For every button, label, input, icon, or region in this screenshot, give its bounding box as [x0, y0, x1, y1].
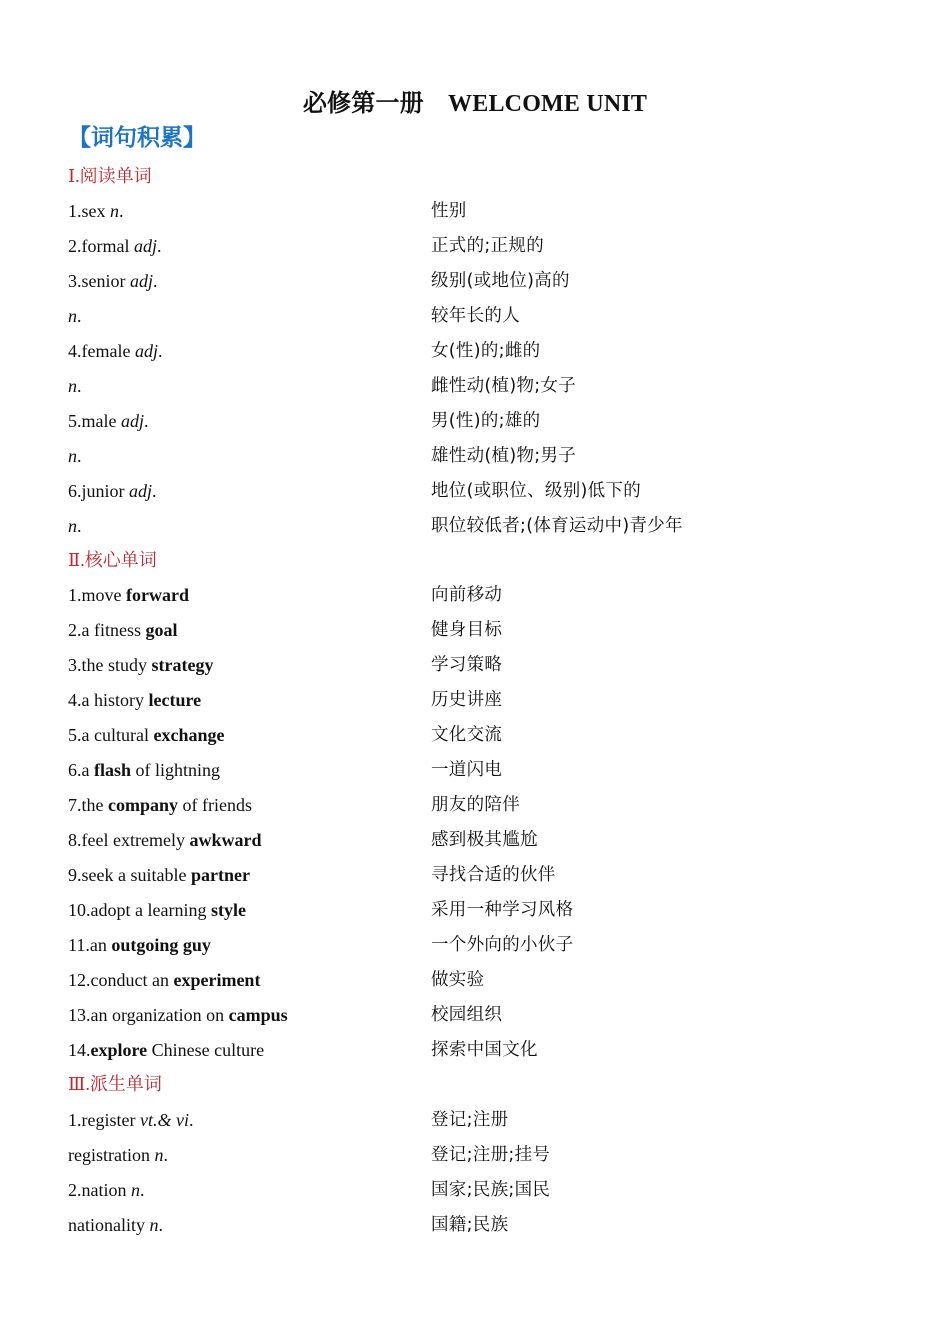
- vocab-row: [0, 439, 950, 474]
- phrase-term: 14.explore Chinese culture: [68, 1040, 265, 1060]
- section-derived-heading-row: [0, 1067, 950, 1102]
- vocab-row: [0, 369, 950, 404]
- phrase-meaning: 学习策略: [431, 655, 503, 675]
- phrase-meaning: 感到极其尴尬: [431, 830, 538, 850]
- phrase-term: 11.an outgoing guy: [68, 935, 211, 955]
- phrase-row: [0, 648, 950, 683]
- vocab-meaning: 登记;注册;挂号: [431, 1145, 551, 1165]
- phrase-row: [0, 858, 950, 893]
- reading-words-heading: Ⅰ.阅读单词: [68, 166, 152, 186]
- vocab-row: [0, 1173, 950, 1208]
- phrase-meaning: 朋友的陪伴: [431, 795, 520, 815]
- vocab-meaning: 职位较低者;(体育运动中)青少年: [431, 516, 683, 536]
- phrase-row: [0, 718, 950, 753]
- vocab-meaning: 地位(或职位、级别)低下的: [431, 481, 642, 501]
- vocab-meaning: 级别(或地位)高的: [431, 271, 570, 291]
- phrase-meaning: 一道闪电: [431, 760, 503, 780]
- phrase-row: [0, 683, 950, 718]
- vocab-meaning: 雄性动(植)物;男子: [431, 446, 577, 466]
- vocab-row: [0, 229, 950, 264]
- phrase-term: 9.seek a suitable partner: [68, 865, 250, 885]
- section-core-heading-row: [0, 543, 950, 578]
- vocab-term: 3.senior adj.: [68, 271, 158, 291]
- phrase-term: 6.a flash of lightning: [68, 760, 221, 780]
- phrase-meaning: 寻找合适的伙伴: [431, 865, 556, 885]
- vocab-row: [0, 1208, 950, 1243]
- phrase-row: [0, 963, 950, 998]
- vocab-term: 1.register vt.& vi.: [68, 1110, 194, 1130]
- page-title: 必修第一册 WELCOME UNIT: [302, 91, 648, 117]
- phrase-term: 8.feel extremely awkward: [68, 830, 262, 850]
- phrase-meaning: 一个外向的小伙子: [431, 935, 574, 955]
- vocab-meaning: 国家;民族;国民: [431, 1180, 551, 1200]
- vocab-term: n.: [68, 376, 82, 396]
- section-heading-vocabulary: 【词句积累】: [68, 125, 206, 151]
- phrase-row: [0, 893, 950, 928]
- phrase-row: [0, 578, 950, 613]
- phrase-row: [0, 998, 950, 1033]
- phrase-term: 12.conduct an experiment: [68, 970, 261, 990]
- phrase-meaning: 校园组织: [431, 1005, 503, 1025]
- phrase-meaning: 历史讲座: [431, 690, 503, 710]
- phrase-term: 13.an organization on campus: [68, 1005, 288, 1025]
- phrase-term: 4.a history lecture: [68, 690, 202, 710]
- vocab-row: [0, 404, 950, 439]
- vocab-term: 4.female adj.: [68, 341, 163, 361]
- phrase-meaning: 文化交流: [431, 725, 503, 745]
- vocab-meaning: 国籍;民族: [431, 1215, 509, 1235]
- vocab-meaning: 较年长的人: [431, 306, 520, 326]
- vocab-row: [0, 1138, 950, 1173]
- phrase-term: 7.the company of friends: [68, 795, 252, 815]
- phrase-term: 10.adopt a learning style: [68, 900, 246, 920]
- vocab-row: [0, 509, 950, 544]
- phrase-row: [0, 753, 950, 788]
- vocab-term: 6.junior adj.: [68, 481, 157, 501]
- phrase-row: [0, 788, 950, 823]
- phrase-term: 5.a cultural exchange: [68, 725, 225, 745]
- derived-words-heading: Ⅲ.派生单词: [68, 1074, 162, 1094]
- vocab-row: [0, 474, 950, 509]
- vocab-term: n.: [68, 306, 82, 326]
- vocab-row: [0, 264, 950, 299]
- vocab-meaning: 登记;注册: [431, 1110, 509, 1130]
- vocab-term: 2.formal adj.: [68, 236, 162, 256]
- phrase-meaning: 采用一种学习风格: [431, 900, 574, 920]
- phrase-meaning: 做实验: [431, 970, 485, 990]
- vocab-term: n.: [68, 516, 82, 536]
- vocab-term: 5.male adj.: [68, 411, 149, 431]
- vocab-term: registration n.: [68, 1145, 168, 1165]
- section-reading-heading-row: [0, 159, 950, 194]
- vocab-row: [0, 1103, 950, 1138]
- phrase-term: 1.move forward: [68, 585, 189, 605]
- core-words-heading: Ⅱ.核心单词: [68, 550, 157, 570]
- vocab-row: [0, 299, 950, 334]
- vocab-meaning: 正式的;正规的: [431, 236, 544, 256]
- vocab-meaning: 男(性)的;雄的: [431, 411, 541, 431]
- vocab-term: 1.sex n.: [68, 201, 124, 221]
- vocab-row: [0, 334, 950, 369]
- phrase-row: [0, 613, 950, 648]
- phrase-row: [0, 823, 950, 858]
- vocab-meaning: 女(性)的;雌的: [431, 341, 541, 361]
- phrase-term: 3.the study strategy: [68, 655, 214, 675]
- phrase-term: 2.a fitness goal: [68, 620, 178, 640]
- phrase-meaning: 健身目标: [431, 620, 503, 640]
- phrase-row: [0, 1033, 950, 1068]
- vocab-meaning: 雌性动(植)物;女子: [431, 376, 577, 396]
- vocab-meaning: 性别: [431, 201, 467, 221]
- vocab-term: 2.nation n.: [68, 1180, 145, 1200]
- vocab-row: [0, 194, 950, 229]
- vocab-term: nationality n.: [68, 1215, 163, 1235]
- phrase-meaning: 向前移动: [431, 585, 503, 605]
- vocab-term: n.: [68, 446, 82, 466]
- phrase-meaning: 探索中国文化: [431, 1040, 538, 1060]
- phrase-row: [0, 928, 950, 963]
